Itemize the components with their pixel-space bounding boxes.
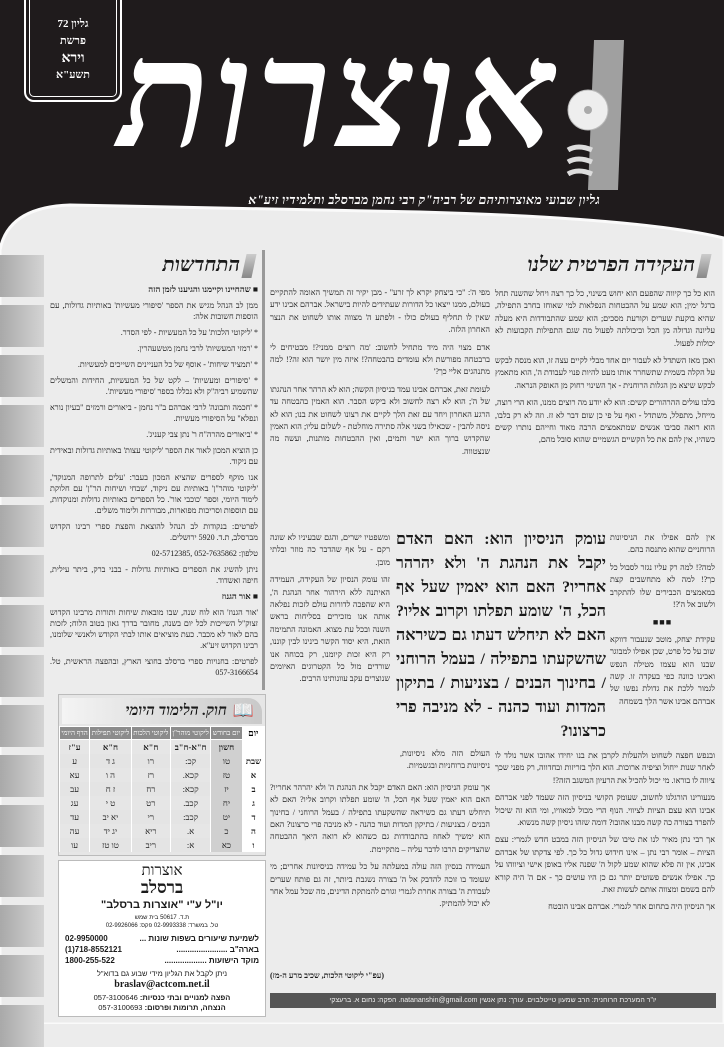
table-cell: ח"א [131, 740, 170, 755]
table-cell: עה [60, 824, 90, 838]
column-divider [262, 250, 265, 690]
issue-year: תשע"א [56, 69, 90, 81]
paragraph: אדם מצוי היה מיד מתחיל לחשוב: 'מה רוצים ממני?! מבטיחים לי ברבטחה מפורשת ולא עומדים בהבטחה?! איזה מין יושר הוא זה?! למה מתנהגים אליי כך?' [270, 342, 490, 377]
phone-label: לשמיעת שיעורים בשפות שונות ... [139, 934, 259, 943]
table-cell: קכב. [170, 796, 210, 810]
paragraph: * 'רמזי המעשיות' לרבי נחמן מטשעהרין. [137, 344, 258, 353]
paragraph: ואכן מאז השתדל לא לעבור יום אחד מבלי לקיים עצה זו, הוא מנסה לבקש על הקלה בשמית שתשחרר אותו מעט להיות פנוי לעבודת ה', הוא מתאמץ לבקש שיצא מן הגלות הרוחנית - אך השינוי רחוק מן האופק הנראה. [495, 356, 715, 390]
table-cell [242, 740, 265, 755]
paragraph: למה?! למה רק עליו נגזר לסבול כל כך?! למה לא מתחשבים קצת במאמצים הכבירים שלו להתקרב ולשוב אל ה'?! [610, 562, 715, 610]
table-cell: כא [211, 838, 242, 852]
table-cell: ה [242, 824, 265, 838]
table-row [60, 768, 265, 782]
strip-block [0, 355, 44, 397]
open-book-icon: 📖 [232, 701, 254, 720]
table-cell: רי [131, 810, 170, 824]
column-header: ליקוטי הלכות [131, 727, 170, 740]
paragraph: ממן לב הנהל מגיש את הספר 'סיפורי מעשיות' באותיות גדולות, עם הוספות חשובות אלה: [50, 301, 258, 321]
paragraph: לפרטים: בחנויות ספרי ברסלב בחוצי הארץ, ובהפצה הראשית, טל. 057-3166654 [50, 657, 258, 677]
phone-line [65, 944, 259, 955]
column-header: יום [242, 727, 265, 740]
table-cell: ריא [131, 824, 170, 838]
middle-article-bottom [270, 782, 490, 916]
donations-phone: 057-3100693 [98, 1003, 143, 1012]
paragraph: אך הניסיון היה בתחום אחר לגמרי. אברהם אבינו הובטח [548, 902, 715, 912]
table-cell: ד [242, 810, 265, 824]
table-cell: יא יב [90, 810, 132, 824]
table-cell: ח"א-ח"ב [170, 740, 210, 755]
phone-number: 1800-255-522 [65, 956, 115, 965]
table-row [60, 838, 265, 852]
strip-block [0, 555, 44, 597]
left-news-paragraphs-2 [50, 607, 258, 678]
strip-block [0, 405, 44, 447]
strip-block [0, 655, 44, 697]
table-cell: רח [131, 782, 170, 796]
paragraph: אך רבי נתן מאיר לנו את טיבו של הניסיון הזה במבט חדש לגמרי: עצם הציות – אומר רבי נתן – אינו חידוש גדול כל כך. לפי צדקתו של אברהם אבינו, אין זה פלא שהוא שמע לקול ה' שפנה אליו באופן אישי וציווהו על כך. אפילו אנשים פשוטים יותר גם כן היו עושים כך - אם ה' היה קורא להם בשמם ומצווה אותם לעשות זאת. [495, 835, 715, 895]
table-cell: יט [211, 810, 242, 824]
subheading-text: שהחיינו וקיימנו והגיענו לזמן הזה [148, 284, 251, 294]
table-cell: עו [60, 838, 90, 852]
table-cell: א: [170, 838, 210, 852]
table-cell: רט [131, 796, 170, 810]
donations-label: הנצחה, תרומות ופרסום: [144, 1003, 226, 1012]
table-cell: טז [211, 768, 242, 782]
column-header: ליקוטי תפילות [90, 727, 132, 740]
table-cell: קכא: [170, 782, 210, 796]
table-cell: א [242, 768, 265, 782]
daily-study-box [58, 694, 266, 856]
table-cell: שבת [242, 754, 265, 768]
strip-block [0, 1005, 44, 1047]
pull-quote: עומק הניסיון הוא: האם האדם יקבל את הנהגת ה' ולא יהרהר אחריו? האם הוא יאמין שעל אף הכל, ה' שומע תפלתו וקרוב אליו? האם לא תיחלש דעתו גם כשיראה שהשקעתו בתפילה / בעמל הרוחני / בחינוך הבנים / בצניעות / בתיקון המדות ועוד כהנה - לא מניבה פרי כרצונו? [396, 531, 606, 740]
email-note: ניתן לקבל את הגליון מידי שבוע גם בדוא"ל [96, 969, 228, 978]
distribution-phone: 057-3100646 [93, 993, 138, 1002]
masthead-subtitle: גליון שבועי מאוצרותיהם של רביה"ק רבי נחמן מברסלב ותלמידיו זיע"א [248, 193, 600, 207]
phone-number: 02-9950000 [65, 934, 108, 943]
left-subheading: ■ אור הגנוז [221, 591, 258, 601]
table-cell: יח [211, 796, 242, 810]
right-article-narrow [610, 532, 715, 713]
table-cell: ב [242, 782, 265, 796]
phone-label: מוקד הישועות ................... [164, 956, 259, 965]
distribution-label: הפצה למנויים ובתי כנסיות: [139, 993, 231, 1002]
table-cell: עא [60, 768, 90, 782]
strip-block [0, 505, 44, 547]
column-header: יום בחודש [211, 727, 242, 740]
table-cell: קכ: [170, 754, 210, 768]
paragraph: * 'סיפורים ומעשיות' – לקט של כל המעשיות, החידות והמשלים שהשמיע רביה"ק ולא נכללו בספר 'סיפורי מעשיות'. [50, 376, 258, 396]
subheading-text: אור הגנוז [221, 591, 251, 601]
table-cell: ח"א [90, 740, 132, 755]
paragraph: * 'ביאורים מהרה"ח ר' נתן צבי קעניג'. [146, 430, 258, 439]
table-row [60, 754, 265, 768]
strip-block [0, 955, 44, 997]
table-cell: עב [60, 782, 90, 796]
source-citation: (עפ"י ליקוטי הלכות, שכיב מרע ה-מז) [270, 971, 384, 980]
table-cell: ג [242, 796, 265, 810]
table-cell: ז ח [90, 782, 132, 796]
publisher-address: ת.ד. 50617 בית שמש [134, 915, 190, 921]
paragraph: אנו מוקף לספרים שהציא המכון בעבר: 'עלים לתרופה המנוקד', 'ליקוטי מוהר"ן' באותיות עם ניקוד, 'שבחי ושיחות הר"ן' עם חלוקת לימוד היומי, וספר 'כוכבי אור'. כל הספרים באותיות גדולות ומנוקדות, עם תוספות וסריכות מפוארות, מבוררות ולימוד משלים. [50, 473, 258, 515]
table-cell: יז [211, 782, 242, 796]
table-cell: עג [60, 796, 90, 810]
paragraph: אין להם אפילו את הניסיונות הרוחניים שהוא מתנסה בהם. [610, 533, 715, 555]
phone-label: בארה"ב ....................... [176, 945, 259, 954]
middle-article-after-quote [400, 748, 490, 778]
strip-block [0, 805, 44, 847]
middle-article-narrow [270, 532, 390, 691]
table-cell: טו טז [90, 838, 132, 852]
paragraph: זהו עומק הנסיון של העקידה, העמידה האיתנה ללא הירהור אחר הנהגת ה', היא שהפכה לדורות עולם לזכות נפלאה אותה אנו מזכירים בסליחות בראש השנה ובכל עת מצוא. האמונה התמימה הזאת, היא יסוד הקשר בינינו לבין קוננו, רק היא זכות קיומנו, רק בכוחה אנו שורדים מול כל הקטרוגים האיומים שנוצרים עקב עוונותינו הרבים. [270, 575, 390, 684]
paragraph: הוא כל כך קיווה שהפעם הוא יחוש בשינוי, כל כך רצה ויחל שהשנה תחל ברגל ימין; הוא שמע על ההבטחות הנפלאות למי שאוחז בחרב התפילה, שהיא בוקעת שערים וקורעת מסכים; הוא שמע שהתבודדות היא מעלה עליונה וגדולה מן הכל וביכולתה לפעול מה שגם התפילות הקבועות לא יכולות לפעול. [495, 289, 715, 348]
strip-block [0, 905, 44, 947]
table-cell: ע [60, 754, 90, 768]
paragraph: לעומת זאת, אברהם אבינו עמד בניסיון הקשה; הוא לא הרהר אחר הנהגתו של ה'; הוא לא רצה לחשוב ולא ביקש הסבר. הוא האמין בהבטחה עד הרגע האחרון ויחד עם זאת הלך לקיים את רצונו לשחוט את בנו; הוא לא ניסה להבין - שכאילו בשני אלה סתירה מוחלטת - לשלום עליו; הוא האמין שהקדוש ברוך הוא ישר ותמים, ואין ההבטחות מותנות, ועשה מה שנצטווה. [270, 384, 490, 456]
paragraph: * 'תמציד שיחות' - אוסף של כל העניינים השייכים למעשיות. [77, 360, 258, 369]
paragraph: לפרטים: בנקודות לב הנהל להוצאת והפצת ספרי רבינו הקדוש מברסלב, ת.ד. 5920 ירושלים. [50, 522, 258, 542]
left-subheading: ■ שהחיינו וקיימנו והגיענו לזמן הזה [148, 284, 258, 294]
strip-block [0, 455, 44, 497]
publisher-logo-line2: ברסלב [140, 878, 184, 897]
paragraph: העולם הזה מלא ניסיונות, ניסיונות ברוחניות ובגשמיות. [400, 749, 490, 771]
issue-badge [24, 0, 122, 102]
table-cell: ג ד [90, 754, 132, 768]
right-article-title: העקידה הפרטית שלנו [527, 254, 695, 276]
column-header: הדף היומי [60, 727, 90, 740]
strip-block [0, 255, 44, 297]
table-cell: ע"ז [60, 740, 90, 755]
parasha-label: פרשת [60, 35, 86, 47]
paragraph: עקידת יצחק, מוטב שנעבור דווקא שוב על כל פרט, שכן אפילו למבוגר שבנו הוא עצמו מטילה הנפש ואבינו כוונה כפי בעקדה זו. קשה לגמור ללכת את גדולת נפשו של אברהם אבינו אשר הלך בשמחה [610, 634, 715, 706]
strip-block [0, 755, 44, 797]
paragraph: העמידה בנסיון הזה עולה במעלתה על כל עמידה בניסיונות אחרים; מי שעומד בו זוכה להדבק אל ה' בצורה נשגבת ביותר, זה גם פותח שערים לעבודת ה' בצורה אחרת לגמרי וגורם להמתקת הדינים, מה שכל עמל אחר לא יכול להמתיק. [270, 862, 490, 909]
right-article-bottom [495, 750, 715, 919]
paragraph: כן הוציא המכון לאור את הספר 'ליקוטי עצות' באותיות גדולות ובאידית עם ניקוד. [50, 446, 258, 466]
publisher-phones: טל. במשרד: 02-9993338 פקס: 02-9926066 [105, 923, 219, 929]
paragraph: מנעורינו הורגלנו לחשוב, שעומק הקושי בניסיון הזה שעמד לפני אברהם אבינו הוא עצם הציות לציווי. הנוף הרי מכול למאוויו, ומי הוא זה שיכול להפרד בצורה כה קשה מבנו אהובו? דומה שזהו ניסיון קשה מנשוא. [495, 793, 715, 828]
paragraph: ובנפש חפצה לשחוט ולהעלות לקרבן את בנו יחידו אהובו אשר נולד לו לאחר שנות ייחול וציפיה ארוכות. הוא הלך בזריזות ובחדווה, רק מפני שכך ציווה לו בוראו. מי יכול להכיל את הרעיון המשגב הזה?! [495, 751, 715, 785]
strip-block [0, 605, 44, 647]
table-cell: ו [242, 838, 265, 852]
phone-line [65, 933, 259, 944]
paragraph: ומשפטיו ישרים, והגם שבעיניו לא שונה רקם - על אף שהדבר כה מוזר ובלתי מובן. [270, 533, 390, 567]
table-row [60, 782, 265, 796]
phone-line [65, 955, 259, 966]
left-news-paragraphs [50, 300, 258, 586]
email-link[interactable]: braslav@actcom.net.il [114, 979, 210, 990]
masthead-title: אוצרות [119, 13, 560, 179]
table-cell: יג יד [90, 824, 132, 838]
phone-number: (1)718-8552121 [65, 945, 122, 954]
paragraph: 'אור הגנוז' הוא לוח שנה, שבו מובאות שיחות ותורות מרבינו הקדוש זצוק"ל השייכות לכל יום בשנה, מחובר בדרך גאון בטוב הלוח; לזכות בהם לאור לא מכבר. כעת מוציאים אותו לבתי הקודש ולאנשי שלומנו, רבינו הקדוש זיע"א. [50, 608, 258, 650]
left-section-title: התחדשות [162, 254, 240, 276]
table-row [60, 740, 265, 755]
publisher-info-box [58, 860, 266, 1017]
paragraph: טלפון: 052-7635862 ,02-5712385 [151, 549, 258, 558]
daily-study-title: חוק. הלימוד היומי [125, 703, 227, 719]
paragraph: בלבו עולים ההרהורים קשים: הוא לא יודע מה רוצים ממנו, הוא הרי רוצה, מייחל, מתפלל, משתדל - ואף על פי כן שום דבר לא זז. וזה לא רק בלבו, הוא רואה סביבו אנשים שמתאמצים הרבה מאוד וחייהם נותרו קשים כשהיו, אין להם את כל הקשיים הגשמיים שהוא סובל מהם, [495, 398, 715, 445]
right-article-top [495, 288, 715, 452]
issue-number: גליון 72 [57, 18, 89, 30]
paragraph: * 'ליקוטי הלכות' על כל המעשיות - לפי הסדר. [120, 328, 258, 337]
disc-waves-logo-icon [566, 40, 624, 190]
table-row [60, 796, 265, 810]
table-row [60, 824, 265, 838]
middle-article-top [270, 287, 490, 463]
table-cell: קכב: [170, 810, 210, 824]
table-cell: רו [131, 754, 170, 768]
paragraph: ■■■ [652, 617, 673, 628]
paragraph: ניתן להשיג את הספרים באותיות גדולות - בבני ברק, ביתר עילית, חיפה ואשדוד. [50, 565, 258, 585]
table-cell: חשון [211, 740, 242, 755]
table-cell: רז [131, 768, 170, 782]
parasha-name: וירא [61, 51, 85, 66]
paragraph: מפי ה': "כי ביצחק יקרא לך זרע" - מבן יקיר זה תמשיך האומה להתקיים בעולם, ממנו ייצאו כל הדורות שעתידים להיות בישראל. אברהם אבינו ידע שאין לו תחליף בעולם כולו - ולפתע ה' מצווה אותו לשחוט את הנצר האחרון הלזה. [270, 288, 490, 335]
table-cell: קכא. [170, 768, 210, 782]
table-cell: ט י [90, 796, 132, 810]
table-cell: עד [60, 810, 90, 824]
table-cell: ה ו [90, 768, 132, 782]
paragraph: אך עומק הניסיון הוא: האם האדם יקבל את הנהגת ה' ולא יהרהר אחריו? האם הוא יאמין שעל אף הכל, ה' שומע תפלתו וקרוב אליו? האם לא תיחלש דעתו גם כשיראה שהשקעתו בתפילה / בעמל הרוחני / בחינוך הבנים / בצניעות / בתיקון המדות ועוד כהנה - לא מניבה פרי כרצונו? האם הוא ימשיך לאחוז בהתבודדות גם כשהוא לא רואה היאך ההבטחה שהצדיקים הרבו לדבר עליה – מתקיימת. [270, 782, 490, 854]
table-cell: כ [211, 824, 242, 838]
table-cell: א. [170, 824, 210, 838]
publisher-name: יו"ל ע"י "אוצרות ברסלב" [101, 899, 223, 911]
publisher-logo-line1: אוצרות [141, 863, 183, 879]
table-cell: ריב [131, 838, 170, 852]
table-cell: טו [211, 754, 242, 768]
paragraph: * 'חכמה ותבונה' לרבי אברהם ב"ר נחמן - ביאורים ורמזים "בעיון נורא ונפלא" על הסיפורי מעשיות. [50, 403, 258, 423]
table-row [60, 810, 265, 824]
credits-footer: יו"ר המערכת הרוחנית: הרב שמעון טייטלבוים. עורך: נתן אנשין natananshin@gmail.com. הפקה: נחום א. ברעצקי [270, 993, 716, 1008]
strip-block [0, 705, 44, 747]
column-header: ליקוטי מוהר"ן [170, 727, 210, 740]
daily-study-table [59, 726, 265, 852]
strip-block [0, 305, 44, 347]
strip-block [0, 855, 44, 897]
